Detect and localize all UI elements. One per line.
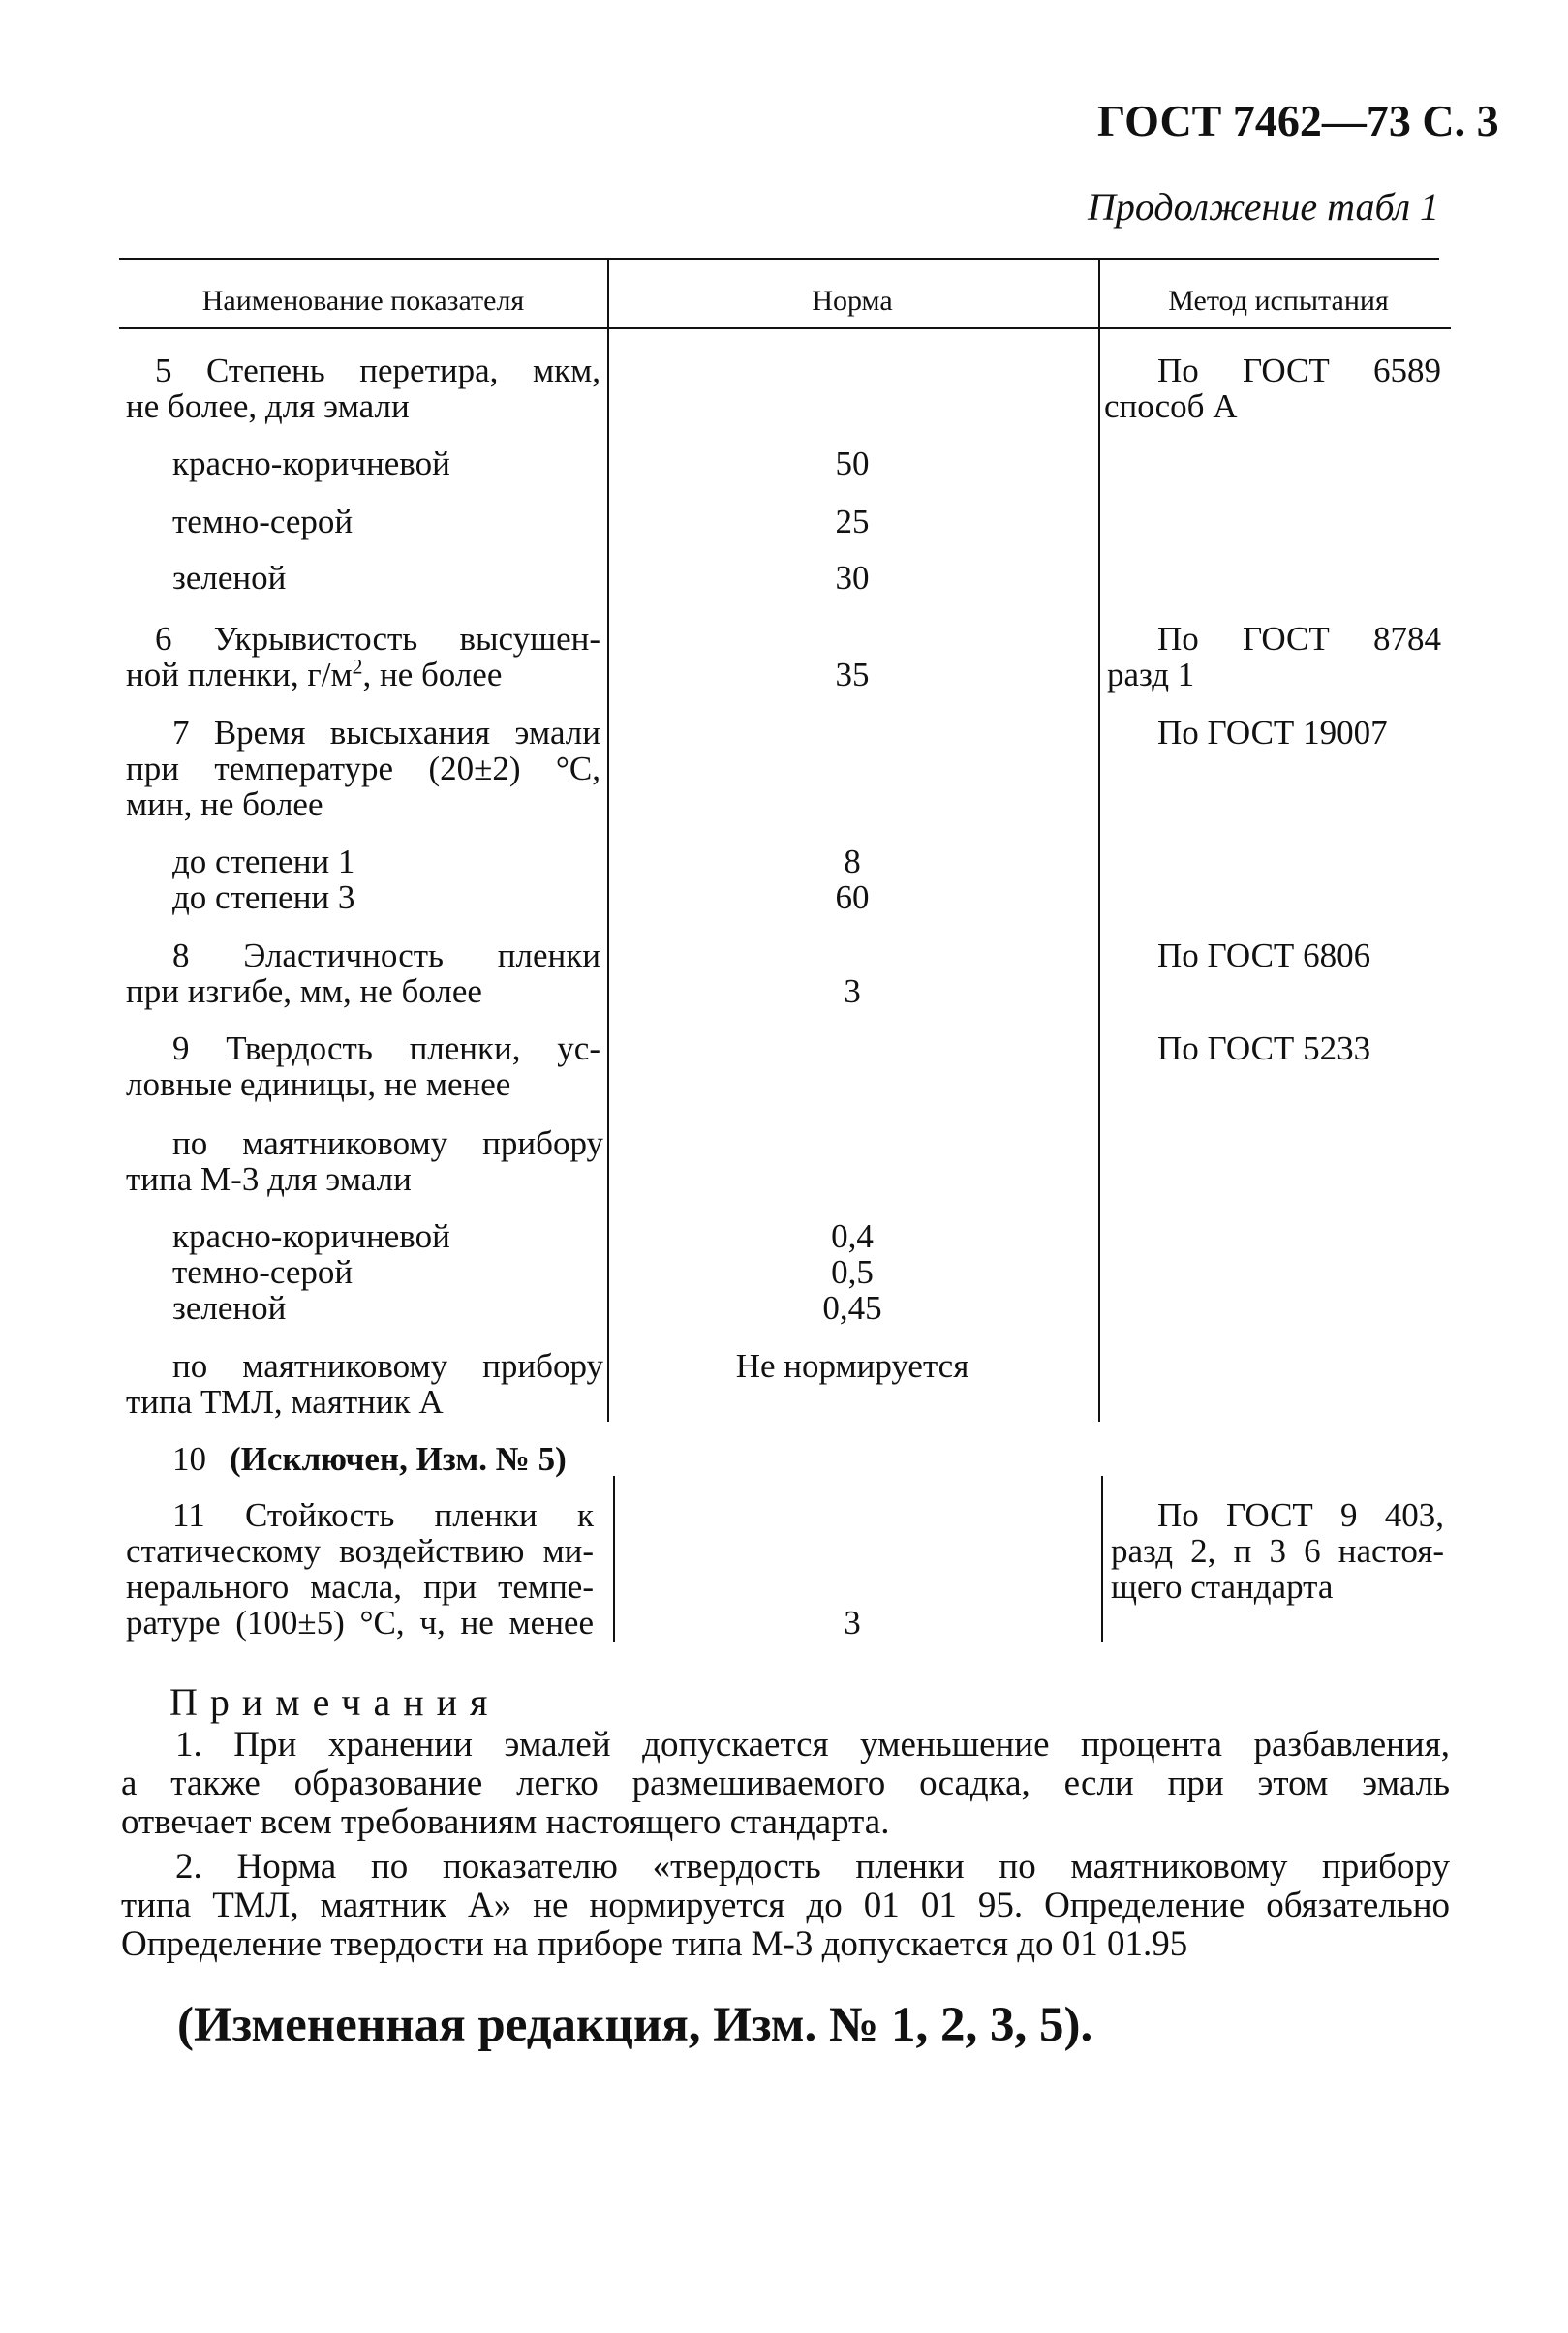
row-6-name-text: ной пленки, г/м <box>126 656 353 693</box>
note-1-line-2: а также образование легко размешиваемого осадка, если при этом эмаль <box>121 1764 1450 1803</box>
row-11-norm: 3 <box>844 1604 861 1642</box>
column-divider-2-lower <box>1101 1476 1103 1642</box>
row-9-item-2-norm: 0,5 <box>831 1253 874 1291</box>
column-divider-1-lower <box>613 1476 615 1642</box>
row-11-method-line-2: разд 2, п 3 6 настоя- <box>1111 1532 1444 1570</box>
column-divider-2 <box>1098 258 1100 1422</box>
row-7-item-1-norm: 8 <box>844 843 861 880</box>
row-5-item-1-norm: 50 <box>835 445 870 482</box>
row-7-name-line-3: мин, не более <box>126 785 323 823</box>
row-9-sub-2-line-2: типа ТМЛ, маятник А <box>126 1383 444 1421</box>
row-9-sub-2-line-1: по маятниковому прибору <box>172 1347 603 1385</box>
row-5-item-3-label: зеленой <box>172 559 287 597</box>
row-9-item-2-label: темно-серой <box>172 1253 354 1291</box>
note-2-line-3: Определение твердости на приборе типа М-3 допускается до 01 01.95 <box>121 1924 1188 1964</box>
row-10-number: 10 <box>172 1440 206 1478</box>
amendment-note: (Измененная редакция, Изм. № 1, 2, 3, 5). <box>177 1998 1093 2052</box>
row-9-item-1-norm: 0,4 <box>831 1217 874 1255</box>
row-6-superscript: 2 <box>352 655 363 679</box>
row-8-method: По ГОСТ 6806 <box>1157 936 1371 974</box>
row-7-item-2-label: до степени 3 <box>172 878 355 916</box>
row-6-name-suffix: , не более <box>362 656 503 693</box>
column-header-name: Наименование показателя <box>201 285 525 317</box>
row-9-sub-1-line-2: типа М-3 для эмали <box>126 1160 412 1198</box>
table-top-rule <box>119 258 1439 260</box>
row-9-item-3-norm: 0,45 <box>822 1289 882 1327</box>
row-9-sub-1-line-1: по маятниковому прибору <box>172 1124 603 1162</box>
row-7-method: По ГОСТ 19007 <box>1157 714 1388 752</box>
row-8-norm: 3 <box>844 972 861 1010</box>
column-header-method: Метод испытания <box>1168 285 1389 317</box>
row-11-method-line-1: По ГОСТ 9 403, <box>1157 1496 1444 1534</box>
note-2-line-2: типа ТМЛ, маятник А» не нормируется до 01 01 95. Определение обязательно <box>121 1886 1450 1925</box>
row-5-method-line-1: По ГОСТ 6589 <box>1157 352 1441 389</box>
note-1-line-1: 1. При хранении эмалей допускается уменьшение процента разбавления, <box>175 1725 1450 1765</box>
row-11-name-line-2: статическому воздействию ми- <box>126 1532 594 1570</box>
row-9-name-line-2: ловные единицы, не менее <box>126 1065 511 1103</box>
row-11-method-line-3: щего стандарта <box>1111 1568 1334 1606</box>
row-6-name-line-1: 6 Укрывистость высушен- <box>155 620 600 658</box>
column-divider-1 <box>607 258 609 1422</box>
row-5-item-2-label: темно-серой <box>172 503 354 540</box>
notes-title: Примечания <box>169 1680 501 1724</box>
row-9-item-1-label: красно-коричневой <box>172 1217 450 1255</box>
row-9-method: По ГОСТ 5233 <box>1157 1029 1371 1067</box>
row-9-sub-2-norm: Не нормируется <box>735 1347 969 1385</box>
row-5-item-2-norm: 25 <box>835 503 870 540</box>
note-1-line-3: отвечает всем требованиям настоящего стандарта. <box>121 1802 890 1842</box>
row-7-name-line-2: при температуре (20±2) °С, <box>126 750 600 787</box>
row-6-method-line-2: разд 1 <box>1107 656 1195 693</box>
row-6-method-line-1: По ГОСТ 8784 <box>1157 620 1441 658</box>
column-header-norm: Норма <box>812 285 893 317</box>
row-9-name-line-1: 9 Твердость пленки, ус- <box>172 1029 600 1067</box>
row-8-name-line-1: 8 Эластичность пленки <box>172 936 600 974</box>
row-5-name-line-2: не более, для эмали <box>126 387 410 425</box>
row-7-name-line-1: 7 Время высыхания эмали <box>172 714 600 752</box>
table-continuation-label: Продолжение табл 1 <box>1088 185 1440 229</box>
row-6-norm: 35 <box>835 656 870 693</box>
row-7-item-1-label: до степени 1 <box>172 843 355 880</box>
row-8-name-line-2: при изгибе, мм, не более <box>126 972 482 1010</box>
row-7-item-2-norm: 60 <box>835 878 870 916</box>
row-5-item-3-norm: 30 <box>835 559 870 597</box>
row-6-name-line-2 <box>126 657 502 692</box>
row-11-name-line-3: нерального масла, при темпе- <box>126 1568 594 1606</box>
row-9-item-3-label: зеленой <box>172 1289 287 1327</box>
table-header-rule <box>119 327 1451 329</box>
row-5-method-line-2: способ А <box>1104 387 1238 425</box>
row-11-name-line-4: ратуре (100±5) °С, ч, не менее <box>126 1604 594 1642</box>
row-11-name-line-1: 11 Стойкость пленки к <box>172 1496 594 1534</box>
row-5-item-1-label: красно-коричневой <box>172 445 450 482</box>
row-5-name-line-1: 5 Степень перетира, мкм, <box>155 352 600 389</box>
page-reference: ГОСТ 7462—73 С. 3 <box>1097 96 1499 145</box>
row-10-excluded-note: (Исключен, Изм. № 5) <box>230 1440 567 1478</box>
note-2-line-1: 2. Норма по показателю «твердость пленки по маятниковому прибору <box>175 1847 1450 1887</box>
